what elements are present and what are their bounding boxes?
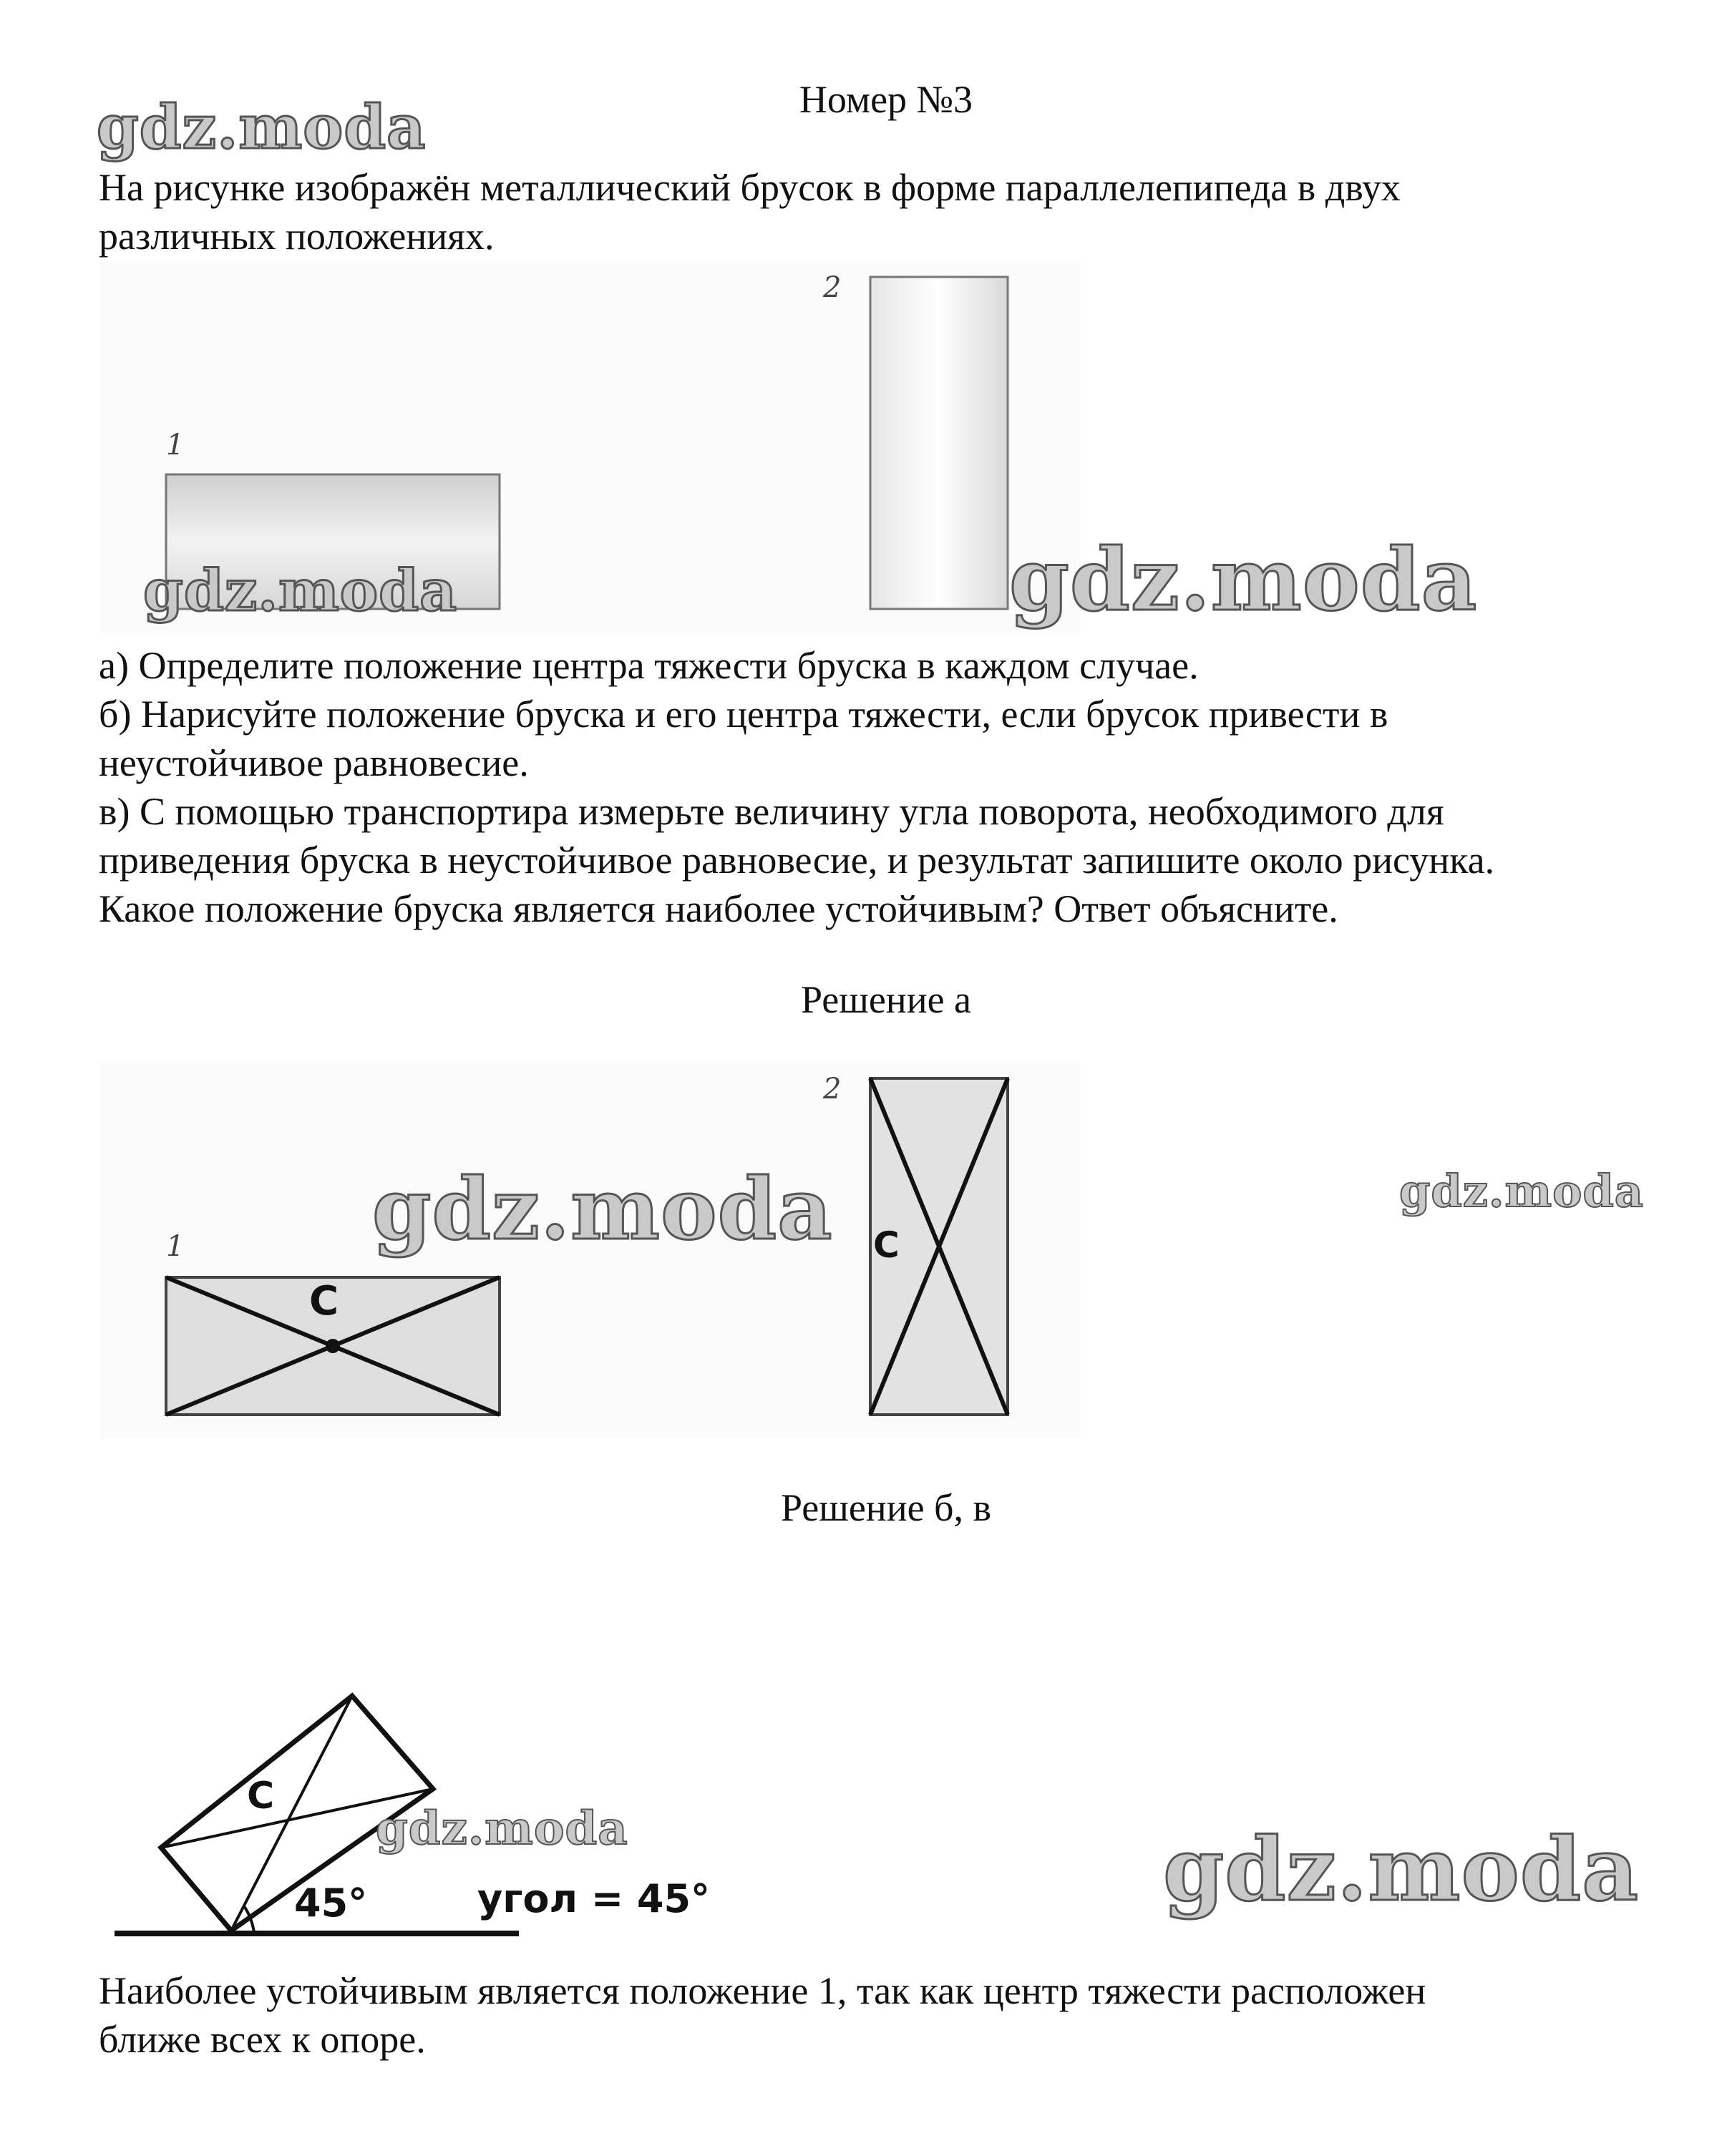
watermark-logo: gdz.moda bbox=[1399, 1165, 1644, 1217]
solution-bv-heading: Решение б, в bbox=[780, 1486, 992, 1529]
intro-line: различных положениях. bbox=[99, 215, 495, 258]
question-line: приведения бруска в неустойчивое равновесие, и результат запишите около рисунка. bbox=[99, 839, 1495, 882]
angle-label: 45° bbox=[294, 1881, 368, 1926]
solution-bv-figure bbox=[111, 1646, 755, 1946]
watermark-logo: gdz.moda bbox=[97, 92, 427, 162]
question-line: а) Определите положение центра тяжести бруска в каждом случае. bbox=[99, 644, 1199, 687]
position-label-2: 2 bbox=[823, 271, 842, 304]
position-label-1: 1 bbox=[166, 1230, 185, 1263]
questions-paragraph bbox=[99, 641, 1702, 933]
conclusion-line: ближе всех к опоре. bbox=[99, 2018, 426, 2061]
angle-result-label: угол = 45° bbox=[477, 1876, 711, 1921]
solution-a-heading: Решение а bbox=[800, 978, 972, 1021]
position-label-1: 1 bbox=[166, 429, 185, 462]
question-line: в) С помощью транспортира измерьте величину угла поворота, необходимого для bbox=[99, 790, 1444, 833]
intro-paragraph bbox=[99, 163, 1702, 260]
watermark-logo: gdz.moda bbox=[143, 557, 457, 624]
center-label: C bbox=[309, 1278, 339, 1325]
page-title: Номер №3 bbox=[799, 78, 973, 121]
watermark-logo: gdz.moda bbox=[376, 1802, 628, 1855]
watermark-logo: gdz.moda bbox=[1163, 1818, 1640, 1921]
question-line: б) Нарисуйте положение бруска и его центра тяжести, если брусок привести в bbox=[99, 693, 1388, 736]
intro-line: На рисунке изображён металлический брусок в форме параллелепипеда в двух bbox=[99, 166, 1401, 209]
conclusion-paragraph bbox=[99, 1966, 1702, 2064]
block-vertical bbox=[870, 277, 1008, 609]
watermark-logo: gdz.moda bbox=[1009, 530, 1478, 630]
center-of-gravity-point bbox=[326, 1339, 340, 1353]
center-label: C bbox=[247, 1775, 275, 1818]
conclusion-line: Наиболее устойчивым является положение 1, так как центр тяжести расположен bbox=[99, 1969, 1426, 2012]
question-line: неустойчивое равновесие. bbox=[99, 741, 529, 784]
center-label: C bbox=[873, 1224, 900, 1266]
question-line: Какое положение бруска является наиболее устойчивым? Ответ объясните. bbox=[99, 887, 1338, 930]
watermark-logo: gdz.moda bbox=[372, 1159, 833, 1259]
position-label-2: 2 bbox=[823, 1073, 842, 1106]
